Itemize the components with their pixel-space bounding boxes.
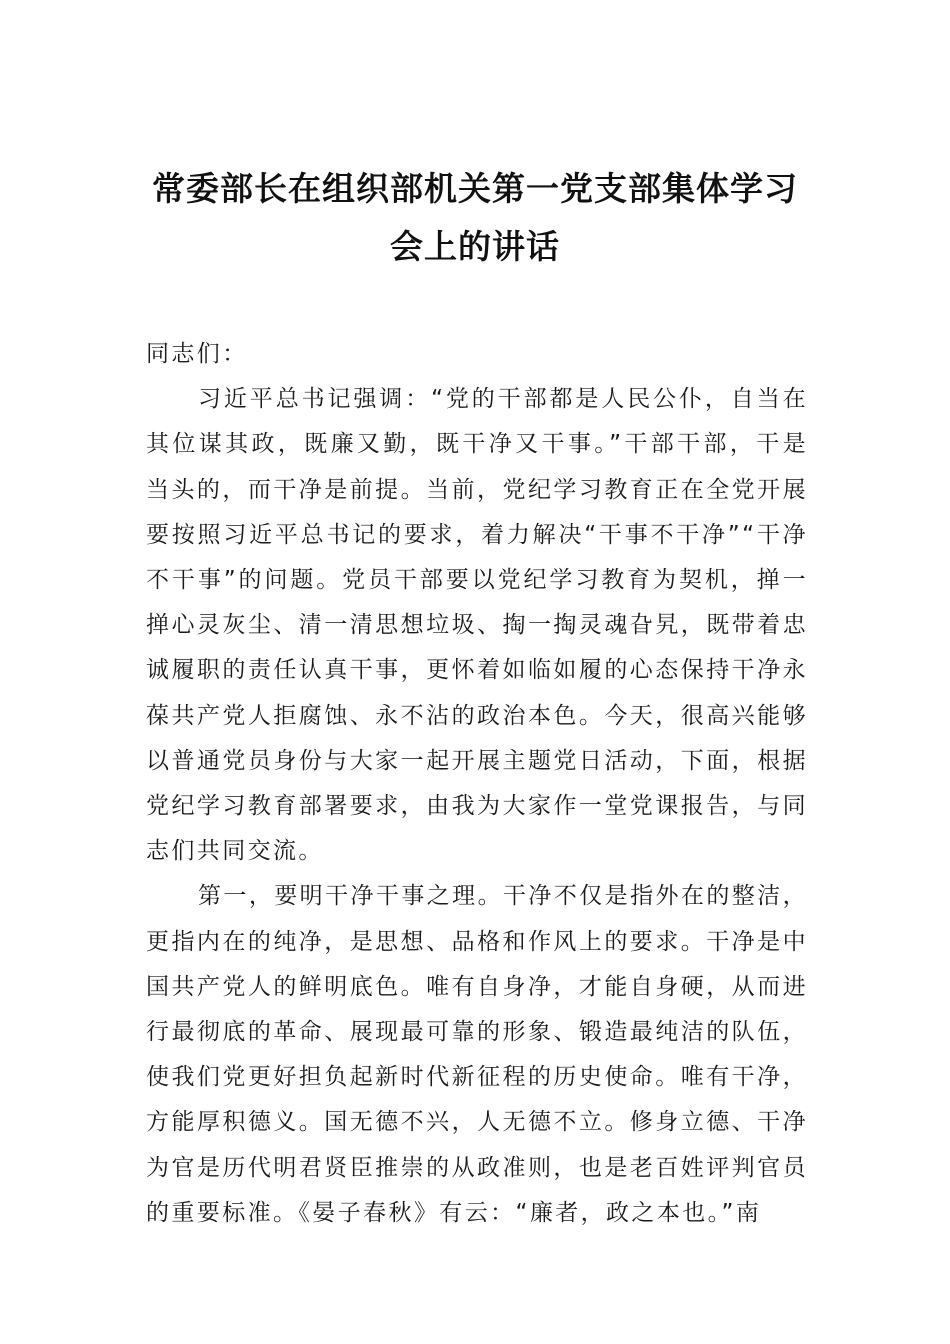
document-body bbox=[146, 332, 808, 1236]
paragraph: 习近平总书记强调：“党的干部都是人民公仆，自当在其位谋其政，既廉又勤，既干净又干事。”干部干部，干是当头的，而干净是前提。当前，党纪学习教育正在全党开展要按照习近平总书记的要求，着力解决“干事不干净”“干净不干事”的问题。党员干部要以党纪学习教育为契机，掸一掸心灵灰尘、清一清思想垃圾、掏一掏灵魂旮旯，既带着忠诚履职的责任认真干事，更怀着如临如履的心态保持干净永葆共产党人拒腐蚀、永不沾的政治本色。今天，很高兴能够以普通党员身份与大家一起开展主题党日活动，下面，根据党纪学习教育部署要求，由我为大家作一堂党课报告，与同志们共同交流。 bbox=[146, 386, 808, 865]
salutation: 同志们： bbox=[146, 341, 248, 367]
paragraph: 第一，要明干净干事之理。干净不仅是指外在的整洁，更指内在的纯净，是思想、品格和作风上的要求。干净是中国共产党人的鲜明底色。唯有自身净，才能自身硬，从而进行最彻底的革命、展现最可靠的形象、锻造最纯洁的队伍，使我们党更好担负起新时代新征程的历史使命。唯有干净，方能厚积德义。国无德不兴，人无德不立。修身立德、干净为官是历代明君贤臣推崇的从政准则，也是老百姓评判官员的重要标准。《晏子春秋》有云：“廉者，政之本也。”南 bbox=[146, 883, 808, 1226]
document-title: 常委部长在组织部机关第一党支部集体学习会上的讲话 bbox=[152, 169, 798, 266]
